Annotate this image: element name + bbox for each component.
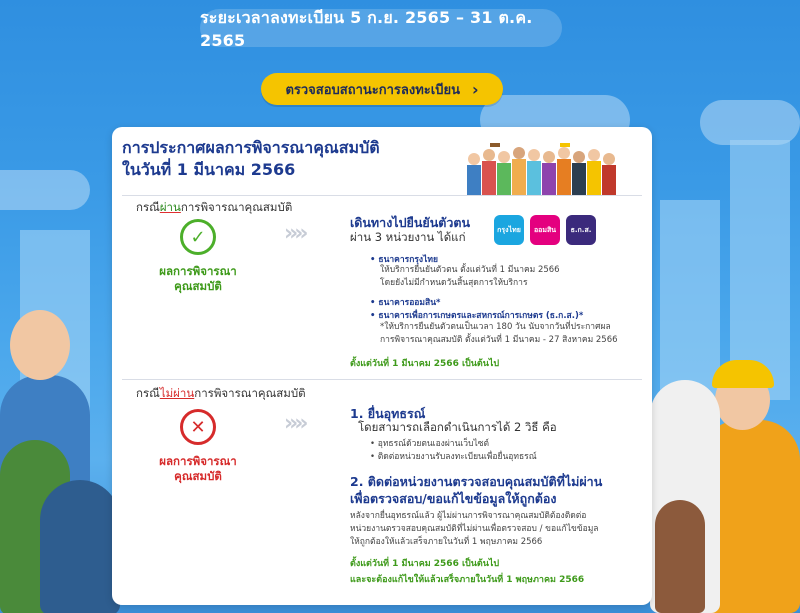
fail-deadline: และจะต้องแก้ไขให้แล้วเสร็จภายในวันที่ 1 พฤษภาคม 2566 [350,575,585,585]
announcement-card [112,127,652,605]
pass-heading-prefix: กรณี [136,200,160,214]
check-glyph: ✓ [190,226,206,248]
pass-heading-suffix: การพิจารณาคุณสมบัติ [180,200,293,214]
building [660,200,720,400]
person-illustration [655,500,705,613]
check-registration-status-label: ตรวจสอบสถานะการลงทะเบียน [285,82,460,98]
pass-result-line2: คุณสมบัติ [174,279,222,293]
arrow-glyph: » [284,411,295,436]
contact-agency-body3: ให้ถูกต้องให้แล้วเสร็จภายในวันที่ 1 พฤษภาคม 2566 [350,537,543,547]
contact-agency-title-line1: 2. ติดต่อหน่วยงานตรวจสอบคุณสมบัติที่ไม่ผ่าน [350,474,603,489]
fail-heading-suffix: การพิจารณาคุณสมบัติ [194,386,306,400]
registration-period-text: ระยะเวลาลงทะเบียน 5 ก.ย. 2565 – 31 ต.ค. 2565 [200,8,533,50]
fail-result-line1: ผลการพิจารณา [159,454,237,468]
fail-result-label [138,454,258,484]
fail-heading-keyword: ไม่ผ่าน [159,386,195,400]
appeal-step-title: 1. ยื่นอุทธรณ์ [350,406,426,421]
fail-section-heading [136,385,306,403]
krungthai-logo [494,215,524,245]
contact-agency-body2: หน่วยงานตรวจสอบคุณสมบัติที่ไม่ผ่านเพื่อตรวจสอบ / ขอแก้ไขข้อมูล [350,524,599,534]
pass-result-line1: ผลการพิจารณา [159,264,237,278]
person-illustration [40,480,120,613]
x-glyph: ✕ [190,416,206,438]
fail-start-date: ตั้งแต่วันที่ 1 มีนาคม 2566 เป็นต้นไป [350,559,500,569]
chevron-right-icon: › [471,79,479,99]
krungthai-logo-label: กรุงไทย [497,225,521,234]
baac-logo-label: ธ.ก.ส. [570,225,592,234]
arrow-glyph: » [294,411,305,436]
pass-start-date: ตั้งแต่วันที่ 1 มีนาคม 2566 เป็นต้นไป [350,359,500,369]
x-circle-icon [180,409,216,445]
announcement-title-line1: การประกาศผลการพิจารณาคุณสมบัติ [122,138,380,157]
registration-period-banner [200,8,562,50]
announcement-title [122,137,462,181]
double-chevron-icon [284,221,304,246]
divider [122,379,642,380]
bank-note1: *ให้บริการยืนยันตัวตนเป็นเวลา 180 วัน นับจากวันที่ประกาศผล [380,322,611,332]
cloud [700,100,800,145]
gsb-logo [530,215,560,245]
check-circle-icon [180,219,216,255]
double-chevron-icon [284,411,304,436]
verify-identity-subtitle: ผ่าน 3 หน่วยงาน ได้แก่ [350,230,466,244]
verify-identity-title: เดินทางไปยืนยันตัวตน [350,215,471,230]
crowd-illustration [462,135,622,200]
divider [122,195,642,196]
fail-heading-prefix: กรณี [136,386,160,400]
check-registration-status-button[interactable] [261,73,503,105]
contact-agency-body1: หลังจากยื่นอุทธรณ์แล้ว ผู้ไม่ผ่านการพิจารณาคุณสมบัติต้องติดต่อ [350,511,587,521]
pass-section-heading [136,199,292,217]
cloud [0,170,90,210]
bank2-name: • ธนาคารออมสิน* [370,295,440,309]
appeal-step-subtitle: โดยสามารถเลือกดำเนินการได้ 2 วิธี คือ [358,420,557,434]
baac-logo [566,215,596,245]
arrow-glyph: » [284,221,295,246]
pass-result-label [138,264,258,294]
bank1-note2: โดยยังไม่มีกำหนดวันสิ้นสุดการให้บริการ [380,278,528,288]
bank3-name: • ธนาคารเพื่อการเกษตรและสหกรณ์การเกษตร (ธ.ก.ส.)* [370,308,583,322]
appeal-option-office: • ติดต่อหน่วยงานรับลงทะเบียนเพื่อยื่นอุทธรณ์ [370,449,537,463]
appeal-option-online: • อุทธรณ์ด้วยตนเองผ่านเว็บไซต์ [370,436,489,450]
bank1-name: • ธนาคารกรุงไทย [370,252,438,266]
bank-note2: การพิจารณาคุณสมบัติ ตั้งแต่วันที่ 1 มีนาคม - 27 สิงหาคม 2566 [380,335,618,345]
announcement-title-line2: ในวันที่ 1 มีนาคม 2566 [122,160,296,179]
arrow-glyph: » [294,221,305,246]
bank1-note1: ให้บริการยืนยันตัวตน ตั้งแต่วันที่ 1 มีนาคม 2566 [380,265,560,275]
fail-result-line2: คุณสมบัติ [174,469,222,483]
person-illustration [10,310,70,380]
pass-heading-keyword: ผ่าน [159,200,181,214]
gsb-logo-label: ออมสิน [533,225,557,234]
contact-agency-title-line2: เพื่อตรวจสอบ/ขอแก้ไขข้อมูลให้ถูกต้อง [350,491,557,506]
